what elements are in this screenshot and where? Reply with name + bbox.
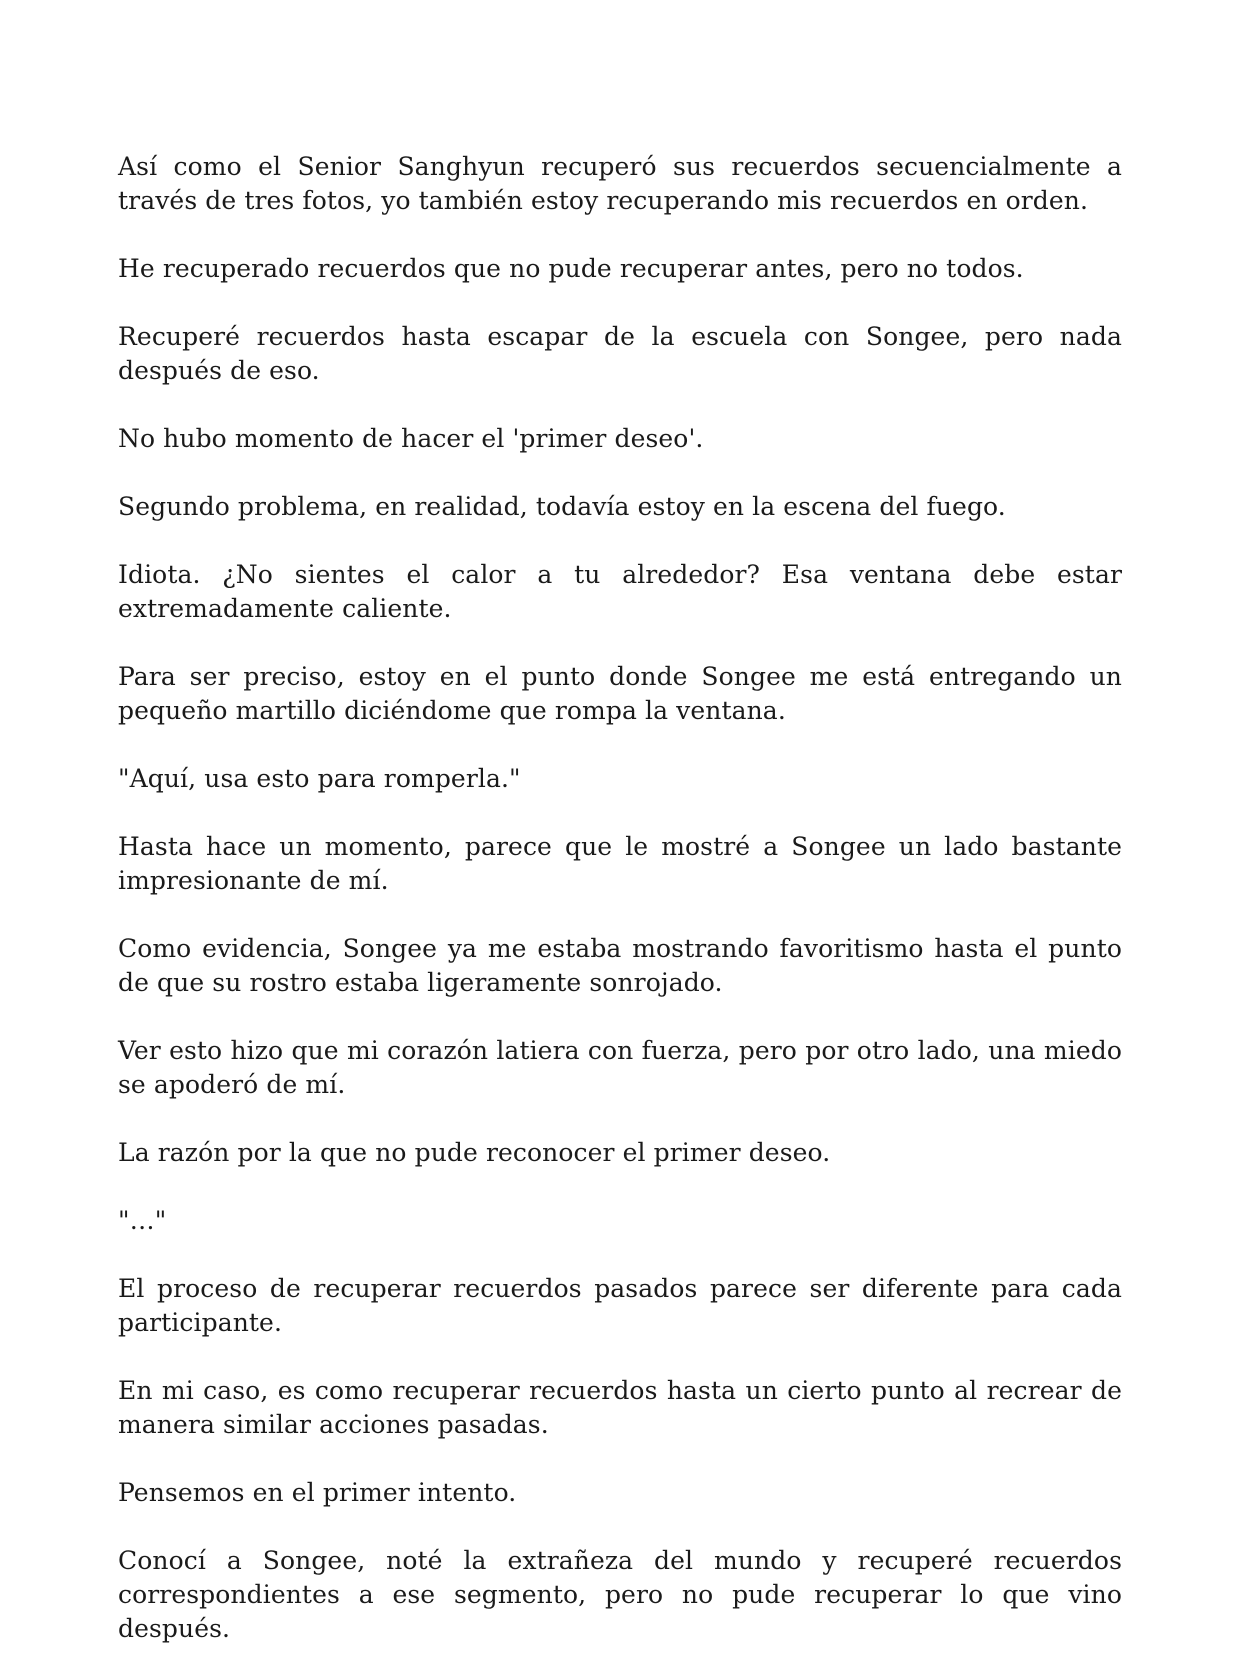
paragraph: "…" [118, 1206, 167, 1235]
paragraph: Pensemos en el primer intento. [118, 1478, 517, 1507]
paragraph: Recuperé recuerdos hasta escapar de la escuela con Songee, pero nada después de eso. [118, 322, 1122, 385]
paragraph: Para ser preciso, estoy en el punto donde Songee me está entregando un pequeño martillo diciéndome que rompa la ventana. [118, 662, 1122, 725]
paragraph: Ver esto hizo que mi corazón latiera con fuerza, pero por otro lado, una miedo se apoderó de mí. [118, 1036, 1122, 1099]
paragraph: Como evidencia, Songee ya me estaba mostrando favoritismo hasta el punto de que su rostro estaba ligeramente sonrojado. [118, 934, 1122, 997]
paragraph: He recuperado recuerdos que no pude recuperar antes, pero no todos. [118, 254, 1024, 283]
paragraph: Segundo problema, en realidad, todavía estoy en la escena del fuego. [118, 492, 1006, 521]
paragraph: Así como el Senior Sanghyun recuperó sus recuerdos secuencialmente a través de tres fotos, yo también estoy recuperando mis recuerdos en orden. [118, 152, 1122, 215]
paragraph: El proceso de recuperar recuerdos pasados parece ser diferente para cada participante. [118, 1274, 1122, 1337]
paragraph: "Aquí, usa esto para romperla." [118, 764, 521, 793]
paragraph: Idiota. ¿No sientes el calor a tu alrededor? Esa ventana debe estar extremadamente caliente. [118, 560, 1122, 623]
paragraph: Hasta hace un momento, parece que le mostré a Songee un lado bastante impresionante de mí. [118, 832, 1122, 895]
document-body [118, 150, 1122, 1680]
paragraph: En mi caso, es como recuperar recuerdos hasta un cierto punto al recrear de manera similar acciones pasadas. [118, 1376, 1122, 1439]
paragraph: Conocí a Songee, noté la extrañeza del mundo y recuperé recuerdos correspondientes a ese segmento, pero no pude recuperar lo que vino después. [118, 1546, 1122, 1643]
paragraph: La razón por la que no pude reconocer el primer deseo. [118, 1138, 831, 1167]
paragraph: No hubo momento de hacer el 'primer deseo'. [118, 424, 704, 453]
